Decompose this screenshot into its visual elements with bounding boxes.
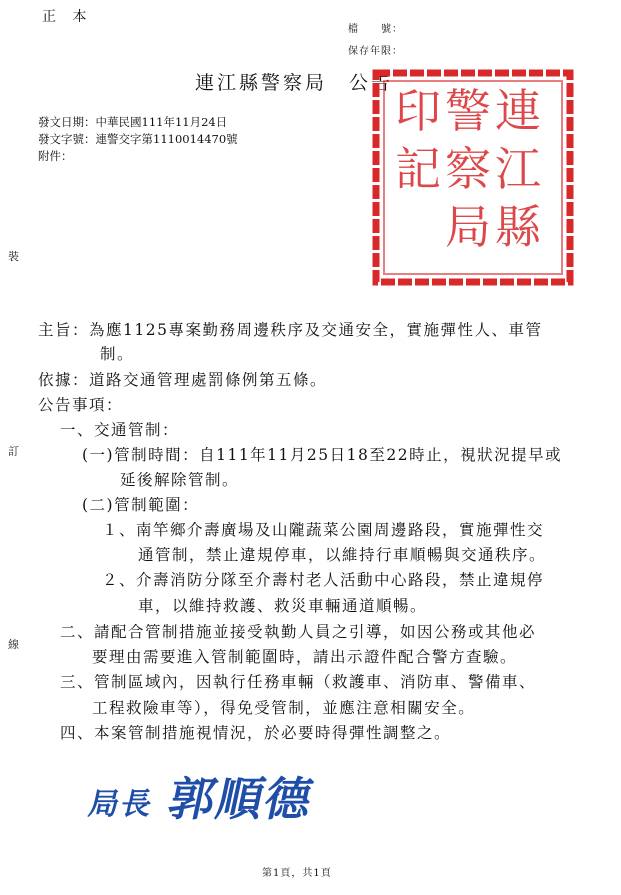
signature-name: 郭順德 — [163, 772, 320, 826]
page-title: 連江縣警察局 公告 — [195, 72, 394, 94]
item-2-line-2: 要理由需要進入管制範圍時，請出示證件配合警方查驗。 — [92, 648, 518, 666]
basis-line: 依據：道路交通管理處罰條例第五條。 — [38, 371, 328, 389]
seal-glyph: 印 — [395, 84, 441, 138]
item-2-line-1: 二、請配合管制措施並接受執勤人員之引導，如因公務或其他必 — [60, 623, 537, 641]
seal-glyph: 縣 — [495, 200, 541, 254]
seal-glyph: 記 — [395, 142, 441, 196]
issue-date: 發文日期：中華民國111年11月24日 — [38, 115, 228, 129]
seal-glyph: 察 — [445, 142, 491, 196]
range-2-line-1: ２、介壽消防分隊至介壽村老人活動中心路段，禁止違規停 — [102, 571, 545, 589]
copy-label: 正 本 — [42, 9, 93, 25]
seal-glyph: 局 — [445, 200, 491, 254]
retention-period-label: 保存年限： — [348, 46, 403, 57]
signature-title: 局長 — [85, 787, 157, 822]
binding-mark-3: 線 — [8, 638, 19, 651]
signature-block — [85, 755, 370, 826]
range-1-line-1: １、南竿鄉介壽廣場及山隴蔬菜公園周邊路段，實施彈性交 — [102, 521, 545, 539]
seal-glyph: 警 — [445, 84, 491, 138]
item-1-1-line-1: (一)管制時間：自111年11月25日18至22時止，視狀況提早或 — [82, 446, 563, 464]
item-1-2: (二)管制範圍： — [82, 496, 200, 514]
range-2-line-2: 車，以維持救護、救災車輛通道順暢。 — [138, 597, 428, 615]
binding-mark-1: 裝 — [8, 250, 19, 263]
item-3-line-1: 三、管制區域內，因執行任務車輛（救護車、消防車、警備車、 — [60, 673, 537, 691]
file-number-label: 檔 號： — [348, 24, 403, 35]
document-number: 發文字號：連警交字第1110014470號 — [38, 132, 238, 146]
item-4: 四、本案管制措施視情況，於必要時得彈性調整之。 — [60, 724, 452, 742]
page-number: 第1頁，共1頁 — [262, 868, 332, 879]
seal-glyph: 連 — [495, 84, 541, 138]
seal-glyph: 江 — [495, 142, 541, 196]
item-1: 一、交通管制： — [60, 421, 180, 439]
official-seal-stamp — [368, 65, 578, 290]
subject-line-1: 主旨：為應1125專案勤務周邊秩序及交通安全，實施彈性人、車管 — [38, 321, 543, 339]
item-1-1-line-2: 延後解除管制。 — [120, 471, 240, 489]
binding-mark-2: 訂 — [8, 445, 19, 458]
subject-line-2: 制。 — [100, 345, 135, 363]
attachment-label: 附件： — [38, 149, 73, 163]
range-1-line-2: 通管制，禁止違規停車，以維持行車順暢與交通秩序。 — [138, 546, 547, 564]
items-heading: 公告事項： — [38, 396, 124, 414]
item-3-line-2: 工程救險車等），得免受管制，並應注意相關安全。 — [92, 699, 476, 717]
